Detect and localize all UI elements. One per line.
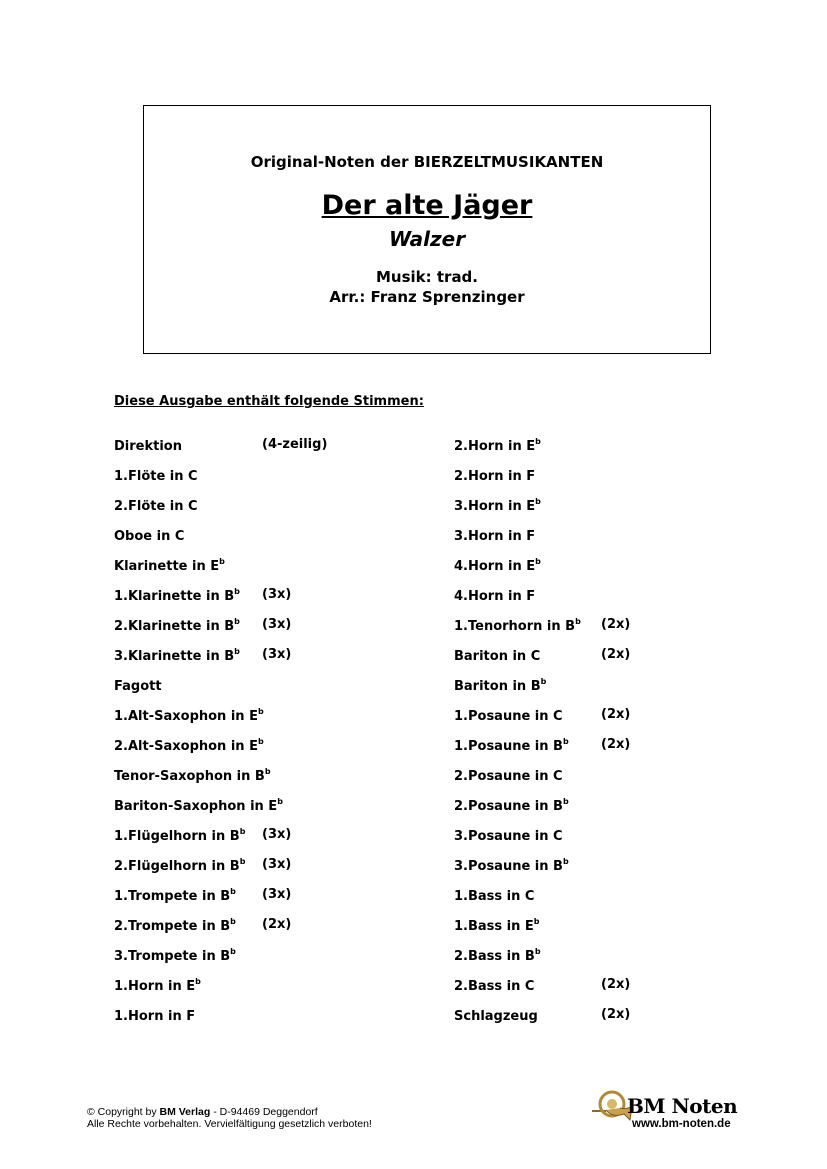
part-name (114, 647, 240, 664)
part-name-text: 2.Trompete in B (114, 919, 231, 934)
part-name (454, 947, 541, 964)
part-key-flat: b (230, 947, 236, 956)
part-name (454, 857, 569, 874)
part-name (114, 947, 236, 964)
part-name (114, 917, 236, 934)
part-key-flat: b (533, 917, 540, 926)
part-name-text: Bariton in C (454, 649, 541, 664)
part-name (454, 497, 541, 514)
piece-title: Der alte Jäger (321, 190, 533, 221)
part-key-flat: b (219, 557, 225, 566)
part-name (454, 917, 540, 934)
part-name-text: Klarinette in E (114, 559, 220, 574)
part-name (454, 977, 534, 994)
parts-heading: Diese Ausgabe enthält folgende Stimmen: (114, 394, 424, 409)
part-key-flat: b (234, 587, 240, 596)
part-name (114, 767, 271, 784)
rights-line: Alle Rechte vorbehalten. Vervielfältigung gesetzlich verboten! (87, 1118, 372, 1130)
part-name (454, 647, 540, 664)
part-name (114, 467, 198, 484)
part-name-text: Direktion (114, 439, 182, 454)
collection-subtitle: Original-Noten der BIERZELTMUSIKANTEN (250, 153, 604, 171)
part-name (114, 887, 236, 904)
part-name-text: 2.Posaune in C (454, 769, 563, 784)
part-name-text: 3.Posaune in C (454, 829, 563, 844)
part-key-flat: b (562, 797, 569, 806)
part-name-text: 3.Horn in F (454, 529, 536, 544)
part-name-text: 2.Flöte in C (114, 499, 198, 514)
part-name-text: 1.Horn in E (114, 979, 196, 994)
part-name-text: 1.Flügelhorn in B (114, 829, 240, 844)
part-name (114, 437, 182, 454)
copyright-suffix: - D-94469 Deggendorf (210, 1106, 318, 1118)
part-name-text: Bariton in B (454, 679, 541, 694)
part-name (114, 587, 240, 604)
part-name (454, 467, 535, 484)
logo-brand: BM Noten (627, 1094, 738, 1118)
part-name-text: 1.Posaune in B (454, 739, 563, 754)
part-name (114, 677, 162, 694)
part-key-flat: b (234, 647, 240, 656)
part-name (114, 737, 264, 754)
part-name-text: 2.Klarinette in B (114, 619, 235, 634)
part-name-text: 4.Horn in E (454, 559, 536, 574)
part-name-text: 3.Trompete in B (114, 949, 231, 964)
part-count: (3x) (262, 647, 292, 662)
part-count: (2x) (601, 737, 631, 752)
title-box (143, 105, 711, 354)
part-key-flat: b (257, 707, 264, 716)
part-name (454, 677, 546, 694)
part-name-text: 3.Horn in E (454, 499, 536, 514)
part-name (454, 827, 563, 844)
part-key-flat: b (230, 917, 236, 926)
part-key-flat: b (257, 737, 264, 746)
part-name (454, 707, 563, 724)
part-name (114, 1007, 195, 1024)
part-name-text: Tenor-Saxophon in B (114, 769, 265, 784)
part-name (454, 737, 569, 754)
part-name-text: 1.Klarinette in B (114, 589, 235, 604)
part-name (454, 527, 535, 544)
part-name-text: 4.Horn in F (454, 589, 536, 604)
part-name-text: 2.Bass in B (454, 949, 535, 964)
part-name (114, 707, 264, 724)
part-key-flat: b (562, 737, 569, 746)
part-name (114, 527, 184, 544)
arranger-line: Arr.: Franz Sprenzinger (329, 288, 525, 306)
part-name-text: 1.Horn in F (114, 1009, 196, 1024)
part-name (454, 437, 541, 454)
part-count: (4-zeilig) (262, 437, 328, 452)
part-count: (2x) (601, 647, 631, 662)
part-count: (2x) (262, 917, 292, 932)
part-name (454, 797, 569, 814)
part-name-text: 1.Posaune in C (454, 709, 563, 724)
part-name (114, 827, 245, 844)
part-name-text: Schlagzeug (454, 1009, 538, 1024)
part-name-text: 2.Bass in C (454, 979, 535, 994)
part-name-text: 2.Horn in F (454, 469, 536, 484)
part-key-flat: b (277, 797, 283, 806)
part-count: (2x) (601, 977, 631, 992)
part-key-flat: b (534, 947, 541, 956)
part-key-flat: b (239, 827, 246, 836)
part-key-flat: b (195, 977, 201, 986)
footer-copyright (87, 1106, 372, 1130)
part-name (454, 557, 541, 574)
part-name (454, 887, 534, 904)
part-name-text: 1.Flöte in C (114, 469, 198, 484)
composer-line: Musik: trad. (376, 268, 478, 286)
copyright-line (87, 1106, 372, 1118)
part-key-flat: b (239, 857, 246, 866)
part-key-flat: b (562, 857, 569, 866)
part-key-flat: b (535, 437, 541, 446)
part-count: (2x) (601, 707, 631, 722)
part-count: (3x) (262, 617, 292, 632)
part-name (454, 617, 581, 634)
part-name-text: 1.Alt-Saxophon in E (114, 709, 258, 724)
part-name (114, 977, 201, 994)
part-key-flat: b (535, 497, 541, 506)
part-name (114, 857, 245, 874)
part-name-text: Oboe in C (114, 529, 185, 544)
bm-noten-logo (590, 1086, 740, 1134)
piece-genre: Walzer (388, 227, 466, 251)
part-name-text: 2.Posaune in B (454, 799, 563, 814)
publisher-name: BM Verlag (159, 1106, 211, 1118)
part-name-text: 1.Bass in C (454, 889, 535, 904)
part-name-text: Bariton-Saxophon in E (114, 799, 278, 814)
part-key-flat: b (264, 767, 271, 776)
part-key-flat: b (540, 677, 547, 686)
part-name-text: 3.Klarinette in B (114, 649, 235, 664)
part-key-flat: b (234, 617, 240, 626)
part-name (454, 767, 563, 784)
part-count: (2x) (601, 1007, 631, 1022)
part-name (114, 797, 283, 814)
logo-url: www.bm-noten.de (632, 1118, 731, 1130)
part-name (454, 587, 535, 604)
part-key-flat: b (535, 557, 541, 566)
part-name-text: 1.Trompete in B (114, 889, 231, 904)
part-name-text: 2.Horn in E (454, 439, 536, 454)
part-name (114, 497, 198, 514)
part-count: (3x) (262, 587, 292, 602)
part-key-flat: b (230, 887, 236, 896)
part-count: (3x) (262, 887, 292, 902)
part-name-text: 2.Alt-Saxophon in E (114, 739, 258, 754)
part-name (454, 1007, 538, 1024)
part-count: (2x) (601, 617, 631, 632)
part-name-text: Fagott (114, 679, 162, 694)
copyright-prefix: © Copyright by (87, 1106, 160, 1118)
part-count: (3x) (262, 827, 292, 842)
part-name (114, 617, 240, 634)
part-name-text: 1.Tenorhorn in B (454, 619, 576, 634)
part-count: (3x) (262, 857, 292, 872)
part-name-text: 2.Flügelhorn in B (114, 859, 240, 874)
part-name-text: 1.Bass in E (454, 919, 534, 934)
part-name (114, 557, 225, 574)
part-key-flat: b (575, 617, 581, 626)
part-name-text: 3.Posaune in B (454, 859, 563, 874)
